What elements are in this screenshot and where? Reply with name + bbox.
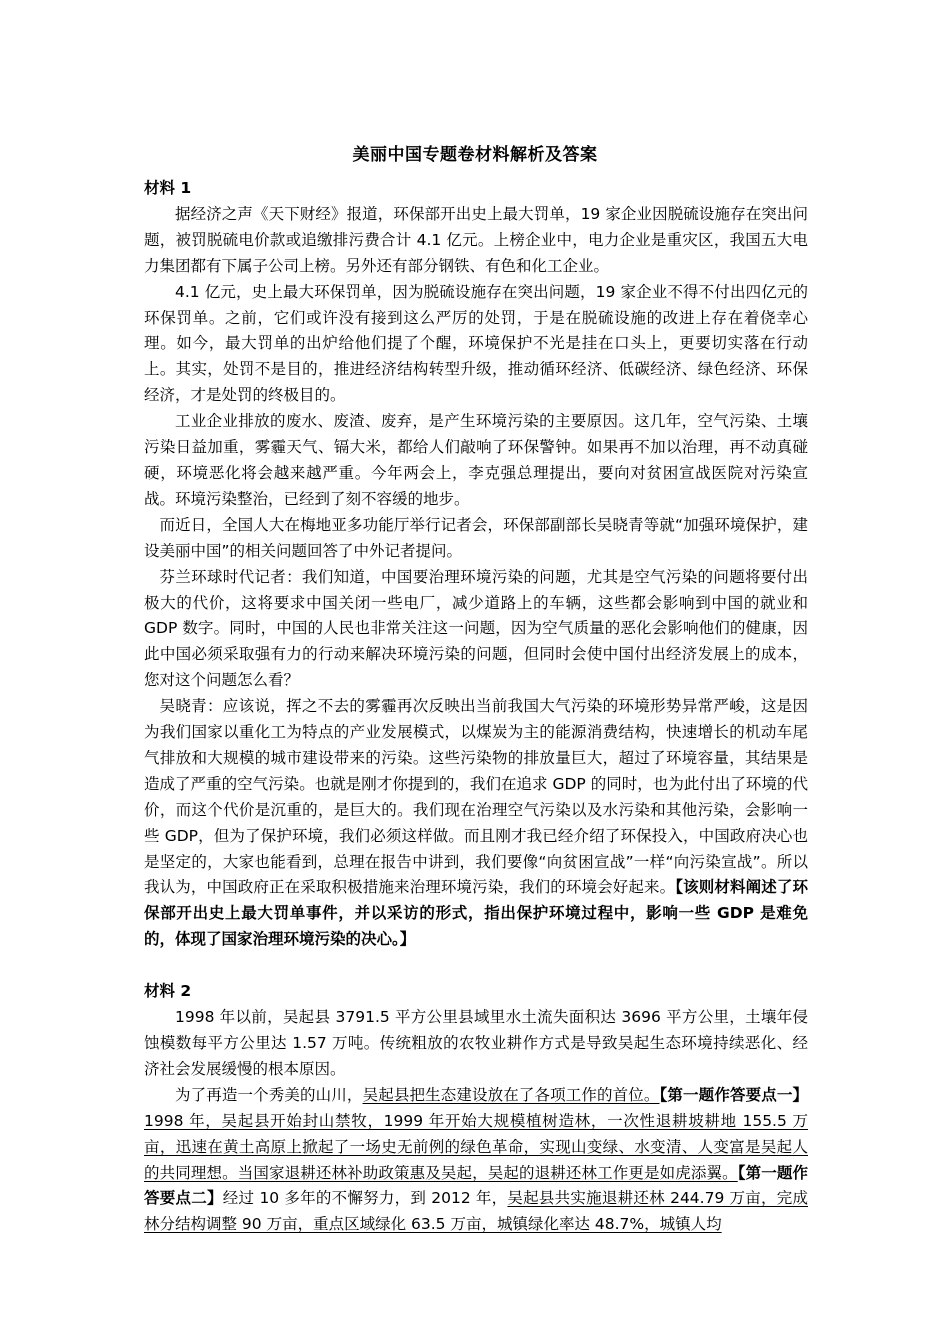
material-2-paragraph-1: 1998 年以前，吴起县 3791.5 平方公里县域里水土流失面积达 3696 平方公里，土壤年侵蚀模数每平方公里达 1.57 万吨。传统粗放的农牧业耕作方式是导致吴起生态环境持续恶化、经济社会发展缓慢的根本原因。 (144, 1008, 808, 1078)
interview-answer-text: 吴晓青：应该说，挥之不去的雾霾再次反映出当前我国大气污染的环境形势异常严峻，这是因为我们国家以重化工为特点的产业发展模式，以煤炭为主的能源消费结构，快速增长的机动车尾气排放和大规模的城市建设带来的污染。这些污染物的排放量巨大，超过了环境容量，其结果是造成了严重的空气污染。也就是刚才你提到的，我们在追求 GDP 的同时，也为此付出了环境的代价，而这个代价是沉重的，是巨大的。我们现在治理空气污染以及水污染和其他污染，会影响一些 GDP，但为了保护环境，我们必须这样做。而且刚才我已经介绍了环保投入，中国政府决心也是坚定的，大家也能看到，总理在报告中讲到，我们要像“向贫困宣战”一样“向污染宣战”。所以我认为，中国政府正在采取积极措施来治理环境污染，我们的环境会好起来。 (144, 697, 808, 897)
material-1-paragraph-5: 芬兰环球时代记者：我们知道，中国要治理环境污染的问题，尤其是空气污染的问题将要付出极大的代价，这将要求中国关闭一些电厂，减少道路上的车辆，这些都会影响到中国的就业和 GDP 数字。同时，中国的人民也非常关注这一问题，因为空气质量的恶化会影响他们的健康，因此中国必须采取强有力的行动来解决环境污染的问题，但同时会使中国付出经济发展上的成本，您对这个问题怎么看？ (144, 567, 808, 690)
material-1-paragraph-2: 4.1 亿元，史上最大环保罚单，因为脱硫设施存在突出问题，19 家企业不得不付出四亿元的环保罚单。之前，它们或许没有接到这么严厉的处罚，于是在脱硫设施的改进上存在着侥幸心理。如今，最大罚单的出炉给他们提了个醒，环境保护不光是挂在口头上，更要切实落在行动上。其实，处罚不是目的，推进经济结构转型升级，推动循环经济、低碳经济、绿色经济、环保经济，才是处罚的终极目的。 (144, 282, 808, 405)
material-1-analysis-note: 【该则材料阐述了环保部开出史上最大罚单事件，并以采访的形式，指出保护环境过程中，影响一些 GDP 是难免的，体现了国家治理环境污染的决心。】 (144, 878, 808, 949)
answer-point-1-label: 【第一题作答要点一】 (659, 1085, 808, 1104)
underlined-answer-point-2-text: 吴起县共实施退耕还林 244.79 万亩，完成林分结构调整 90 万亩，重点区域绿化 63.5 万亩，城镇绿化率达 48.7%，城镇人均 (144, 1189, 808, 1234)
material-1-paragraph-4: 而近日，全国人大在梅地亚多功能厅举行记者会，环保部副部长吴晓青等就“加强环境保护，建设美丽中国”的相关问题回答了中外记者提问。 (144, 515, 808, 560)
material-2-heading: 材料 2 (144, 982, 192, 1001)
material-1-paragraph-3: 工业企业排放的废水、废渣、废弃，是产生环境污染的主要原因。这几年，空气污染、土壤污染日益加重，雾霾天气、镉大米，都给人们敲响了环保警钟。如果再不加以治理，再不动真碰硬，环境恶化将会越来越严重。今年两会上，李克强总理提出，要向对贫困宣战医院对污染宣战。环境污染整治，已经到了刻不容缓的地步。 (144, 412, 808, 508)
material-2-paragraph-2 (144, 1083, 808, 1238)
paragraph-intro-text: 为了再造一个秀美的山川， (175, 1085, 363, 1104)
answer-point-2-label: 【第一题作答要点二】 (144, 1163, 808, 1208)
underlined-key-text: 吴起县把生态建设放在了各项工作的首位。 (362, 1085, 660, 1104)
document-body (144, 176, 808, 1238)
underlined-answer-point-1-text: 1998 年，吴起县开始封山禁牧，1999 年开始大规模植树造林，一次性退耕坡耕地 155.5 万亩，迅速在黄土高原上掀起了一场史无前例的绿色革命，实现山变绿、水变清、人变富是吴起人的共同理想。当国家退耕还林补助政策惠及吴起，吴起的退耕还林工作更是如虎添翼。 (144, 1111, 808, 1182)
material-1-heading: 材料 1 (144, 179, 192, 197)
material-1-paragraph-6 (144, 694, 808, 953)
paragraph-plain-text: 经过 10 多年的不懈努力，到 2012 年， (222, 1189, 508, 1208)
section-spacer (144, 953, 808, 979)
page-title: 美丽中国专题卷材料解析及答案 (352, 145, 598, 165)
material-1-paragraph-1: 据经济之声《天下财经》报道，环保部开出史上最大罚单，19 家企业因脱硫设施存在突出问题，被罚脱硫电价款或追缴排污费合计 4.1 亿元。上榜企业中，电力企业是重灾区，我国五大电力集团都有下属子公司上榜。另外还有部分钢铁、有色和化工企业。 (144, 204, 808, 275)
